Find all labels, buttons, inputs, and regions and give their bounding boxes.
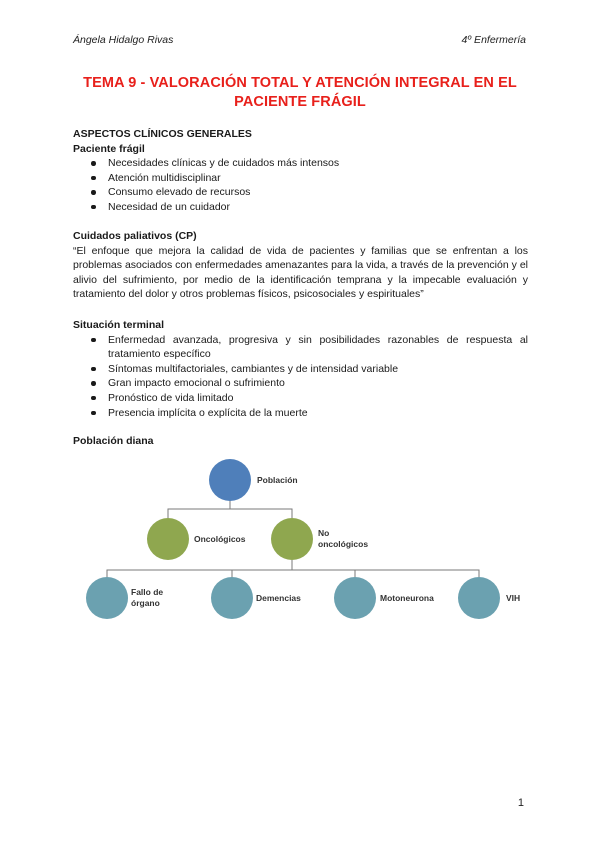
list-item: Síntomas multifactoriales, cambiantes y de intensidad variable <box>73 362 528 377</box>
node-no-oncologicos-label <box>318 528 368 549</box>
node-no-oncologicos <box>271 518 313 560</box>
node-no-oncologicos-label-line1: No <box>318 528 330 538</box>
title-line-1: TEMA 9 - VALORACIÓN TOTAL Y ATENCIÓN INTEGRAL EN EL <box>83 75 517 91</box>
node-vih-label: VIH <box>506 593 521 603</box>
node-fallo-organo <box>86 577 128 619</box>
node-root-label: Población <box>257 475 298 485</box>
section-cuidados <box>73 229 528 302</box>
list-item: Atención multidisciplinar <box>73 171 528 186</box>
list-item: Necesidad de un cuidador <box>73 200 528 215</box>
connector-level1-level2 <box>107 560 479 578</box>
page-title <box>60 74 540 112</box>
node-motoneurona-label: Motoneurona <box>380 593 434 603</box>
paciente-fragil-heading: Paciente frágil <box>73 142 145 155</box>
situacion-list <box>73 333 528 421</box>
section-poblacion <box>73 434 528 449</box>
title-line-2: PACIENTE FRÁGIL <box>234 94 366 110</box>
cuidados-quote: “El enfoque que mejora la calidad de vida de pacientes y familias que se enfrentan a los problemas asociados con enfermedades amenazantes para la vida, a través de la prevención y el alivio del sufrimiento, por medio de la identificación temprana y la impecable evaluación y tratamiento del dolor y otros problemas físicos, psicosociales y espirituales” <box>73 244 528 301</box>
section-situacion <box>73 318 528 420</box>
node-demencias <box>211 577 253 619</box>
cuidados-heading: Cuidados paliativos (CP) <box>73 230 197 242</box>
situacion-heading: Situación terminal <box>73 319 165 331</box>
node-fallo-organo-label-line2: órgano <box>131 598 160 608</box>
paciente-fragil-list <box>73 156 528 214</box>
list-item: Necesidades clínicas y de cuidados más intensos <box>73 156 528 171</box>
node-oncologicos-label: Oncológicos <box>194 534 246 544</box>
list-item: Gran impacto emocional o sufrimiento <box>73 376 528 391</box>
node-root <box>209 459 251 501</box>
node-fallo-organo-label <box>131 587 166 608</box>
node-no-oncologicos-label-line2: oncológicos <box>318 539 369 549</box>
page-number: 1 <box>517 797 524 809</box>
section-aspectos <box>73 127 528 215</box>
node-vih <box>458 577 500 619</box>
list-item: Enfermedad avanzada, progresiva y sin posibilidades razonables de respuesta al tratamiento específico <box>73 333 528 362</box>
node-oncologicos <box>147 518 189 560</box>
connector-root-level1 <box>168 499 292 518</box>
node-motoneurona <box>334 577 376 619</box>
list-item: Consumo elevado de recursos <box>73 185 528 200</box>
aspectos-heading: ASPECTOS CLÍNICOS GENERALES <box>73 128 252 140</box>
poblacion-heading: Población diana <box>73 435 154 447</box>
list-item: Presencia implícita o explícita de la muerte <box>73 406 528 421</box>
node-fallo-organo-label-line1: Fallo de <box>131 587 164 597</box>
list-item: Pronóstico de vida limitado <box>73 391 528 406</box>
header-author: Ángela Hidalgo Rivas <box>73 34 174 46</box>
header-course: 4º Enfermería <box>461 34 526 46</box>
node-demencias-label: Demencias <box>256 593 301 603</box>
